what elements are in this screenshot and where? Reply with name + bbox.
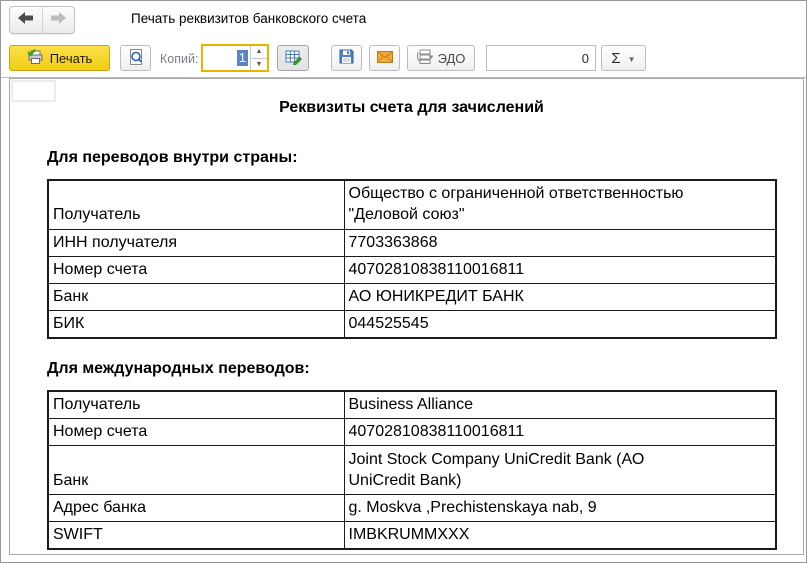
copies-value: 1 [238,50,246,65]
row-value: 40702810838110016811 [344,256,776,283]
row-value: Общество с ограниченной ответственностью "Деловой союз" [344,180,776,229]
save-button[interactable] [331,45,362,71]
row-value: g. Moskva ,Prechistenskaya nab, 9 [344,495,776,522]
copies-spinner[interactable] [201,44,269,72]
table-row [48,391,776,419]
up-arrow-icon: ▲ [255,48,263,56]
domestic-transfers-heading: Для переводов внутри страны: [47,149,298,166]
row-value: IMBKRUMMXXX [344,522,776,550]
page-title: Печать реквизитов банковского счета [131,11,367,26]
table-row [48,522,776,550]
row-label: БИК [48,310,344,338]
row-label: Адрес банка [48,495,344,522]
row-label: Номер счета [48,419,344,446]
spinner-down-button[interactable] [251,59,267,71]
table-row [48,310,776,338]
document-title: Реквизиты счета для зачислений [279,99,544,116]
table-row [48,283,776,310]
forward-button[interactable] [42,7,75,33]
title-bar [1,1,806,39]
row-value: 40702810838110016811 [344,419,776,446]
table-row [48,495,776,522]
back-arrow-icon [18,11,34,29]
table-row [48,419,776,446]
international-transfers-table [47,390,777,550]
row-value: Business Alliance [344,391,776,419]
edit-table-button[interactable] [277,45,309,71]
row-label: ИНН получателя [48,229,344,256]
row-label: Банк [48,446,344,495]
autosum-value: 0 [581,50,589,66]
copies-label: Копий: [160,52,199,66]
back-button[interactable] [10,7,42,33]
row-label: Номер счета [48,256,344,283]
autosum-field[interactable] [486,45,596,71]
print-button-label: Печать [49,50,93,66]
print-preview-button[interactable] [120,45,151,71]
spinner-up-button[interactable] [251,46,267,59]
edo-button[interactable] [407,45,475,71]
row-value: АО ЮНИКРЕДИТ БАНК [344,283,776,310]
table-row [48,256,776,283]
forward-arrow-icon [50,11,66,29]
row-label: Получатель [48,180,344,229]
print-preview-icon [128,49,144,68]
down-arrow-icon: ▼ [255,60,263,68]
send-email-button[interactable] [369,45,400,71]
sigma-icon: Σ [611,49,621,67]
print-button[interactable] [9,45,110,71]
copies-input[interactable] [203,46,250,70]
row-value: 7703363868 [344,229,776,256]
table-row [48,229,776,256]
table-row [48,180,776,229]
spreadsheet-document-panel[interactable] [9,78,804,555]
row-label: Получатель [48,391,344,419]
spinner-buttons [250,46,267,70]
domestic-transfers-table [47,179,777,339]
table-row [48,446,776,495]
nav-button-group [9,6,75,34]
international-transfers-heading: Для международных переводов: [47,360,310,377]
row-value: 044525545 [344,310,776,338]
row-value: Joint Stock Company UniCredit Bank (АО UniCredit Bank) [344,446,776,495]
row-label: SWIFT [48,522,344,550]
chevron-down-icon: ▼ [627,54,636,64]
floppy-disk-icon [339,49,354,67]
toolbar [1,39,806,78]
row-label: Банк [48,283,344,310]
table-edit-pencil-icon [285,49,302,68]
envelope-icon [377,51,393,66]
edo-button-label: ЭДО [437,50,466,66]
sum-menu-button[interactable] [601,45,646,71]
printer-check-icon [27,49,44,68]
document-stack-icon [417,49,433,67]
